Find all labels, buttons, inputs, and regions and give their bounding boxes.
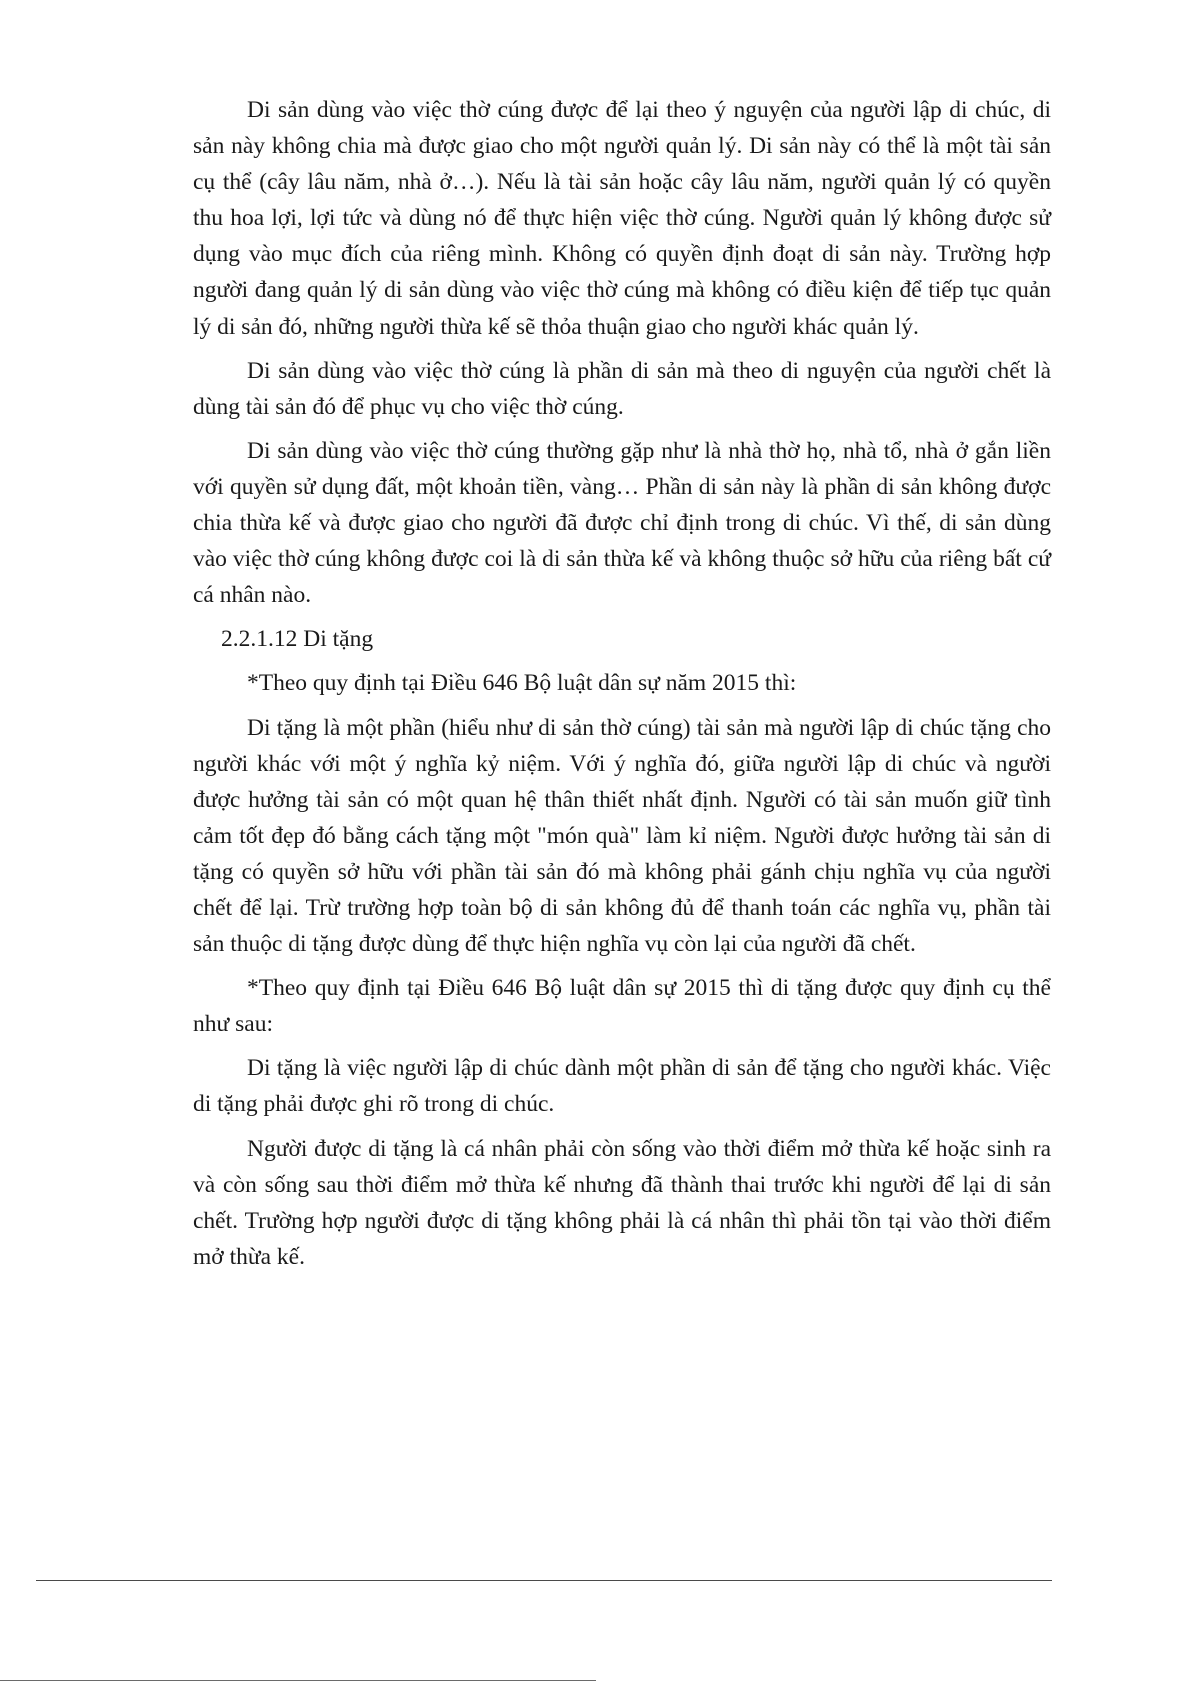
- paragraph-worship-estate-examples: Di sản dùng vào việc thờ cúng thường gặp như là nhà thờ họ, nhà tổ, nhà ở gắn liền với quyền sử dụng đất, một khoản tiền, vàng… Phần di sản này là phần di sản không được chia thừa kế và được giao cho người đã được chỉ định trong di chúc. Vì thế, di sản dùng vào việc thờ cúng không được coi là di sản thừa kế và không thuộc sở hữu của riêng bất cứ cá nhân nào.: [193, 437, 1051, 609]
- paragraph-bequest-recipient: Người được di tặng là cá nhân phải còn sống vào thời điểm mở thừa kế hoặc sinh ra và còn sống sau thời điểm mở thừa kế nhưng đã thành thai trước khi người để lại di sản chết. Trường hợp người được di tặng không phải là cá nhân thì phải tồn tại vào thời điểm mở thừa kế.: [193, 1135, 1051, 1270]
- bottom-edge-line: [0, 1680, 596, 1681]
- paragraph-bequest-meaning: Di tặng là một phần (hiểu như di sản thờ cúng) tài sản mà người lập di chúc tặng cho người khác với một ý nghĩa kỷ niệm. Với ý nghĩa đó, giữa người lập di chúc và người được hưởng tài sản có một quan hệ thân thiết nhất định. Người có tài sản muốn giữ tình cảm tốt đẹp đó bằng cách tặng một "món quà" làm kỉ niệm. Người được hưởng tài sản di tặng có quyền sở hữu với phần tài sản đó mà không phải gánh chịu nghĩa vụ của người chết để lại. Trừ trường hợp toàn bộ di sản không đủ để thanh toán các nghĩa vụ, phần tài sản thuộc di tặng được dùng để thực hiện nghĩa vụ còn lại của người đã chết.: [193, 714, 1051, 958]
- paragraph-legal-reference-1: *Theo quy định tại Điều 646 Bộ luật dân sự năm 2015 thì:: [247, 670, 797, 697]
- paragraph-bequest-definition: Di tặng là việc người lập di chúc dành một phần di sản để tặng cho người khác. Việc di tặng phải được ghi rõ trong di chúc.: [193, 1055, 1051, 1118]
- section-heading-bequest: 2.2.1.12 Di tặng: [221, 626, 374, 653]
- document-body: [193, 92, 1051, 1283]
- footer-divider: [36, 1580, 1052, 1581]
- paragraph-worship-estate-definition: Di sản dùng vào việc thờ cúng là phần di sản mà theo di nguyện của người chết là dùng tài sản đó để phục vụ cho việc thờ cúng.: [193, 357, 1051, 420]
- paragraph-worship-estate-management: Di sản dùng vào việc thờ cúng được để lại theo ý nguyện của người lập di chúc, di sản này không chia mà được giao cho một người quản lý. Di sản này có thể là một tài sản cụ thể (cây lâu năm, nhà ở…). Nếu là tài sản hoặc cây lâu năm, người quản lý có quyền thu hoa lợi, lợi tức và dùng nó để thực hiện việc thờ cúng. Người quản lý không được sử dụng vào mục đích của riêng mình. Không có quyền định đoạt di sản này. Trường hợp người đang quản lý di sản dùng vào việc thờ cúng mà không có điều kiện để tiếp tục quản lý di sản đó, những người thừa kế sẽ thỏa thuận giao cho người khác quản lý.: [193, 97, 1051, 340]
- paragraph-legal-reference-2: *Theo quy định tại Điều 646 Bộ luật dân sự 2015 thì di tặng được quy định cụ thể như sau:: [193, 975, 1051, 1038]
